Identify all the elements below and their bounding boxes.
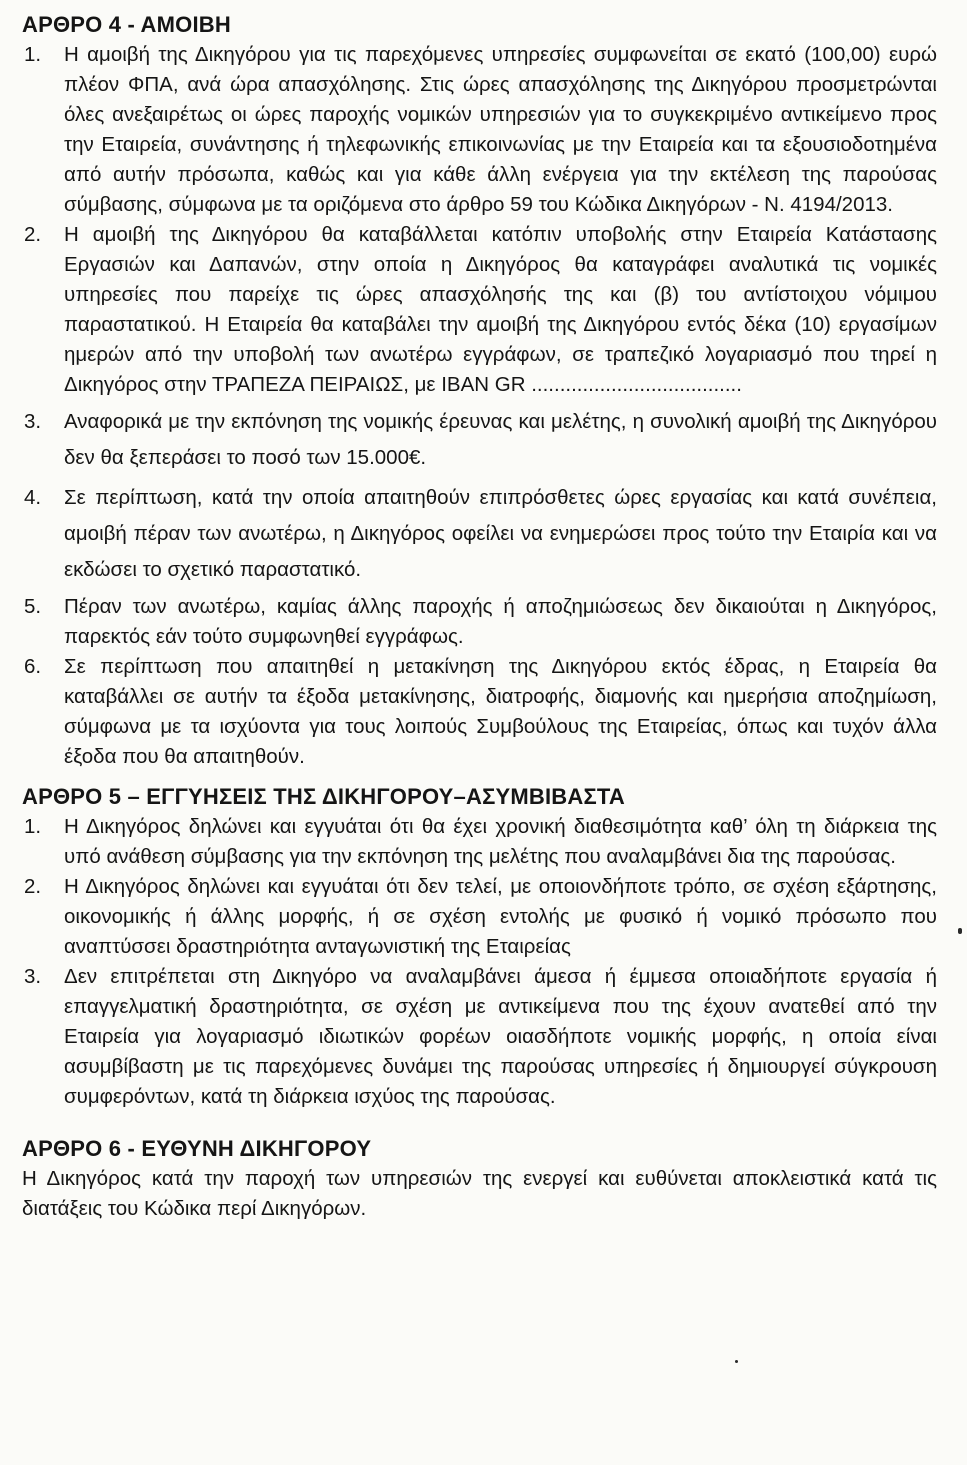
article-6-title: ΑΡΘΡΟ 6 - ΕΥΘΥΝΗ ΔΙΚΗΓΟΡΟΥ xyxy=(22,1136,372,1161)
item-number: 6. xyxy=(24,655,42,678)
article-6 xyxy=(22,1134,937,1224)
article-5-item-1 xyxy=(22,812,937,872)
article-4-title: ΑΡΘΡΟ 4 - ΑΜΟΙΒΗ xyxy=(22,12,231,37)
item-text: Η αμοιβή της Δικηγόρου θα καταβάλλεται κατόπιν υποβολής στην Εταιρεία Κατάστασης Εργασιών και Δαπανών, στην οποία η Δικηγόρος θα καταγράφει αναλυτικά τις νομικές υπηρεσίες που παρείχε τις ώρες απασχόλησής της και (β) του αντίστοιχου νόμιμου παραστατικού. Η Εταιρεία θα καταβάλει την αμοιβή της Δικηγόρου εντός δέκα (10) εργασίμων ημερών από την υποβολή των ανωτέρω εγγράφων, σε τραπεζικό λογαριασμό που τηρεί η Δικηγόρος στην ΤΡΑΠΕΖΑ ΠΕΙΡΑΙΩΣ, με IBAN GR ..................................... xyxy=(64,223,937,396)
article-5 xyxy=(22,782,937,1112)
article-4-item-4 xyxy=(22,480,937,588)
item-text: Πέραν των ανωτέρω, καμίας άλλης παροχής ή αποζημιώσεως δεν δικαιούται η Δικηγόρος, παρεκτός εάν τούτο συμφωνηθεί εγγράφως. xyxy=(64,595,937,648)
article-4 xyxy=(22,10,937,772)
article-6-text: Η Δικηγόρος κατά την παροχή των υπηρεσιών της ενεργεί και ευθύνεται αποκλειστικά κατά τις διατάξεις του Κώδικα περί Δικηγόρων. xyxy=(22,1167,937,1220)
item-text: Σε περίπτωση που απαιτηθεί η μετακίνηση της Δικηγόρου εκτός έδρας, η Εταιρεία θα καταβάλλει σε αυτήν τα έξοδα μετακίνησης, διατροφής, διαμονής και ημερήσια αποζημίωση, σύμφωνα με τα ισχύοντα για τους λοιπούς Συμβούλους της Εταιρείας, όπως και τυχόν άλλα έξοδα που θα απαιτηθούν. xyxy=(64,655,937,768)
item-number: 3. xyxy=(24,410,42,433)
article-4-item-1 xyxy=(22,40,937,220)
article-5-item-3 xyxy=(22,962,937,1112)
article-4-item-5 xyxy=(22,592,937,652)
item-number: 4. xyxy=(24,486,42,509)
article-4-list xyxy=(22,40,937,772)
document-page xyxy=(22,10,937,1234)
item-number: 1. xyxy=(24,815,42,838)
item-text: Η Δικηγόρος δηλώνει και εγγυάται ότι θα έχει χρονική διαθεσιμότητα καθ’ όλη τη διάρκεια της υπό ανάθεση σύμβασης για την εκπόνηση της μελέτης που αναλαμβάνει δια της παρούσας. xyxy=(64,815,937,868)
scan-speck xyxy=(958,928,962,934)
article-5-list xyxy=(22,812,937,1112)
item-text: Δεν επιτρέπεται στη Δικηγόρο να αναλαμβάνει άμεσα ή έμμεσα οποιαδήποτε εργασία ή επαγγελματική δραστηριότητα, σε σχέση με αντικείμενα που της έχουν ανατεθεί από την Εταιρεία για λογαριασμό ιδιωτικών φορέων οιασδήποτε νομικής μορφής, η οποία είναι ασυμβίβαστη με τις παρεχόμενες δυνάμει της παρούσας υπηρεσίες ή δημιουργεί σύγκρουση συμφερόντων, κατά τη διάρκεια ισχύος της παρούσας. xyxy=(64,965,937,1108)
article-4-item-3 xyxy=(22,404,937,476)
article-4-item-6 xyxy=(22,652,937,772)
item-number: 2. xyxy=(24,875,42,898)
article-5-item-2 xyxy=(22,872,937,962)
item-text: Αναφορικά με την εκπόνηση της νομικής έρευνας και μελέτης, η συνολική αμοιβή της Δικηγόρου δεν θα ξεπεράσει το ποσό των 15.000€. xyxy=(64,410,937,469)
item-number: 5. xyxy=(24,595,42,618)
scan-speck xyxy=(735,1360,738,1363)
item-text: Σε περίπτωση, κατά την οποία απαιτηθούν επιπρόσθετες ώρες εργασίας και κατά συνέπεια, αμοιβή πέραν των ανωτέρω, η Δικηγόρος οφείλει να ενημερώσει προς τούτο την Εταιρία και να εκδώσει το σχετικό παραστατικό. xyxy=(64,486,937,581)
item-number: 3. xyxy=(24,965,42,988)
item-text: Η αμοιβή της Δικηγόρου για τις παρεχόμενες υπηρεσίες συμφωνείται σε εκατό (100,00) ευρώ πλέον ΦΠΑ, ανά ώρα απασχόλησης. Στις ώρες απασχόλησης της Δικηγόρου προσμετρώνται όλες ανεξαιρέτως οι ώρες παροχής νομικών υπηρεσιών για το συγκεκριμένο αντικείμενο προς την Εταιρεία, συνάντησης ή τηλεφωνικής επικοινωνίας με την Εταιρεία και τα εξουσιοδοτημένα από αυτήν πρόσωπα, καθώς και για κάθε άλλη ενέργεια για την εκτέλεση της παρούσας σύμβασης, σύμφωνα με τα οριζόμενα στο άρθρο 59 του Κώδικα Δικηγόρων - Ν. 4194/2013. xyxy=(64,43,937,216)
item-number: 1. xyxy=(24,43,42,66)
article-4-item-2 xyxy=(22,220,937,400)
item-number: 2. xyxy=(24,223,42,246)
item-text: Η Δικηγόρος δηλώνει και εγγυάται ότι δεν τελεί, με οποιονδήποτε τρόπο, σε σχέση εξάρτησης, οικονομικής ή άλλης μορφής, ή σε σχέση εντολής με φυσικό ή νομικό πρόσωπο που αναπτύσσει δραστηριότητα ανταγωνιστική της Εταιρείας xyxy=(64,875,937,958)
article-5-title: ΑΡΘΡΟ 5 – ΕΓΓΥΗΣΕΙΣ ΤΗΣ ΔΙΚΗΓΟΡΟΥ–ΑΣΥΜΒΙΒΑΣΤΑ xyxy=(22,784,625,809)
